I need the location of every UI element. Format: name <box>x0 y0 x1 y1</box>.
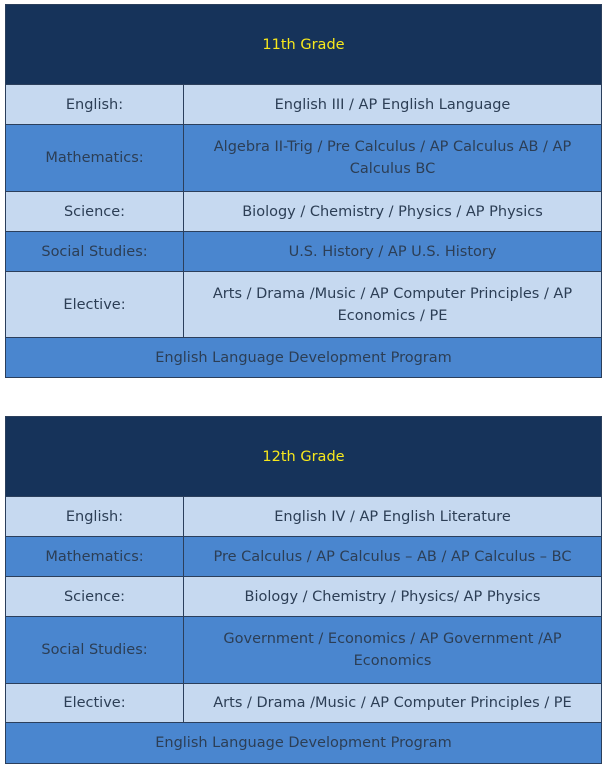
courses-cell: Biology / Chemistry / Physics / AP Physics <box>184 192 602 232</box>
table-row <box>6 577 602 617</box>
table-title: 12th Grade <box>6 417 602 497</box>
program-footer: English Language Development Program <box>6 723 602 764</box>
table-title: 11th Grade <box>6 5 602 85</box>
table-header-row <box>6 417 602 497</box>
courses-cell: Arts / Drama /Music / AP Computer Principles / AP Economics / PE <box>184 272 602 338</box>
subject-label: Elective: <box>6 684 184 723</box>
table-row <box>6 192 602 232</box>
table-row <box>6 85 602 125</box>
table-row <box>6 272 602 338</box>
subject-label: Science: <box>6 577 184 617</box>
table-row <box>6 125 602 192</box>
table-row <box>6 617 602 684</box>
table-row <box>6 497 602 537</box>
courses-cell: Pre Calculus / AP Calculus – AB / AP Calculus – BC <box>184 537 602 577</box>
grade-11-table <box>5 4 602 378</box>
table-header-row <box>6 5 602 85</box>
table-row <box>6 684 602 723</box>
subject-label: Mathematics: <box>6 537 184 577</box>
table-footer-row <box>6 338 602 378</box>
courses-cell: Biology / Chemistry / Physics/ AP Physics <box>184 577 602 617</box>
subject-label: Science: <box>6 192 184 232</box>
subject-label: Social Studies: <box>6 232 184 272</box>
table-row <box>6 537 602 577</box>
courses-cell: English III / AP English Language <box>184 85 602 125</box>
subject-label: Elective: <box>6 272 184 338</box>
program-footer: English Language Development Program <box>6 338 602 378</box>
grade-12-table <box>5 416 602 764</box>
courses-cell: Arts / Drama /Music / AP Computer Principles / PE <box>184 684 602 723</box>
subject-label: English: <box>6 85 184 125</box>
courses-cell: Government / Economics / AP Government /AP Economics <box>184 617 602 684</box>
table-footer-row <box>6 723 602 764</box>
subject-label: English: <box>6 497 184 537</box>
table-row <box>6 232 602 272</box>
subject-label: Mathematics: <box>6 125 184 192</box>
courses-cell: U.S. History / AP U.S. History <box>184 232 602 272</box>
subject-label: Social Studies: <box>6 617 184 684</box>
courses-cell: English IV / AP English Literature <box>184 497 602 537</box>
courses-cell: Algebra II-Trig / Pre Calculus / AP Calculus AB / AP Calculus BC <box>184 125 602 192</box>
